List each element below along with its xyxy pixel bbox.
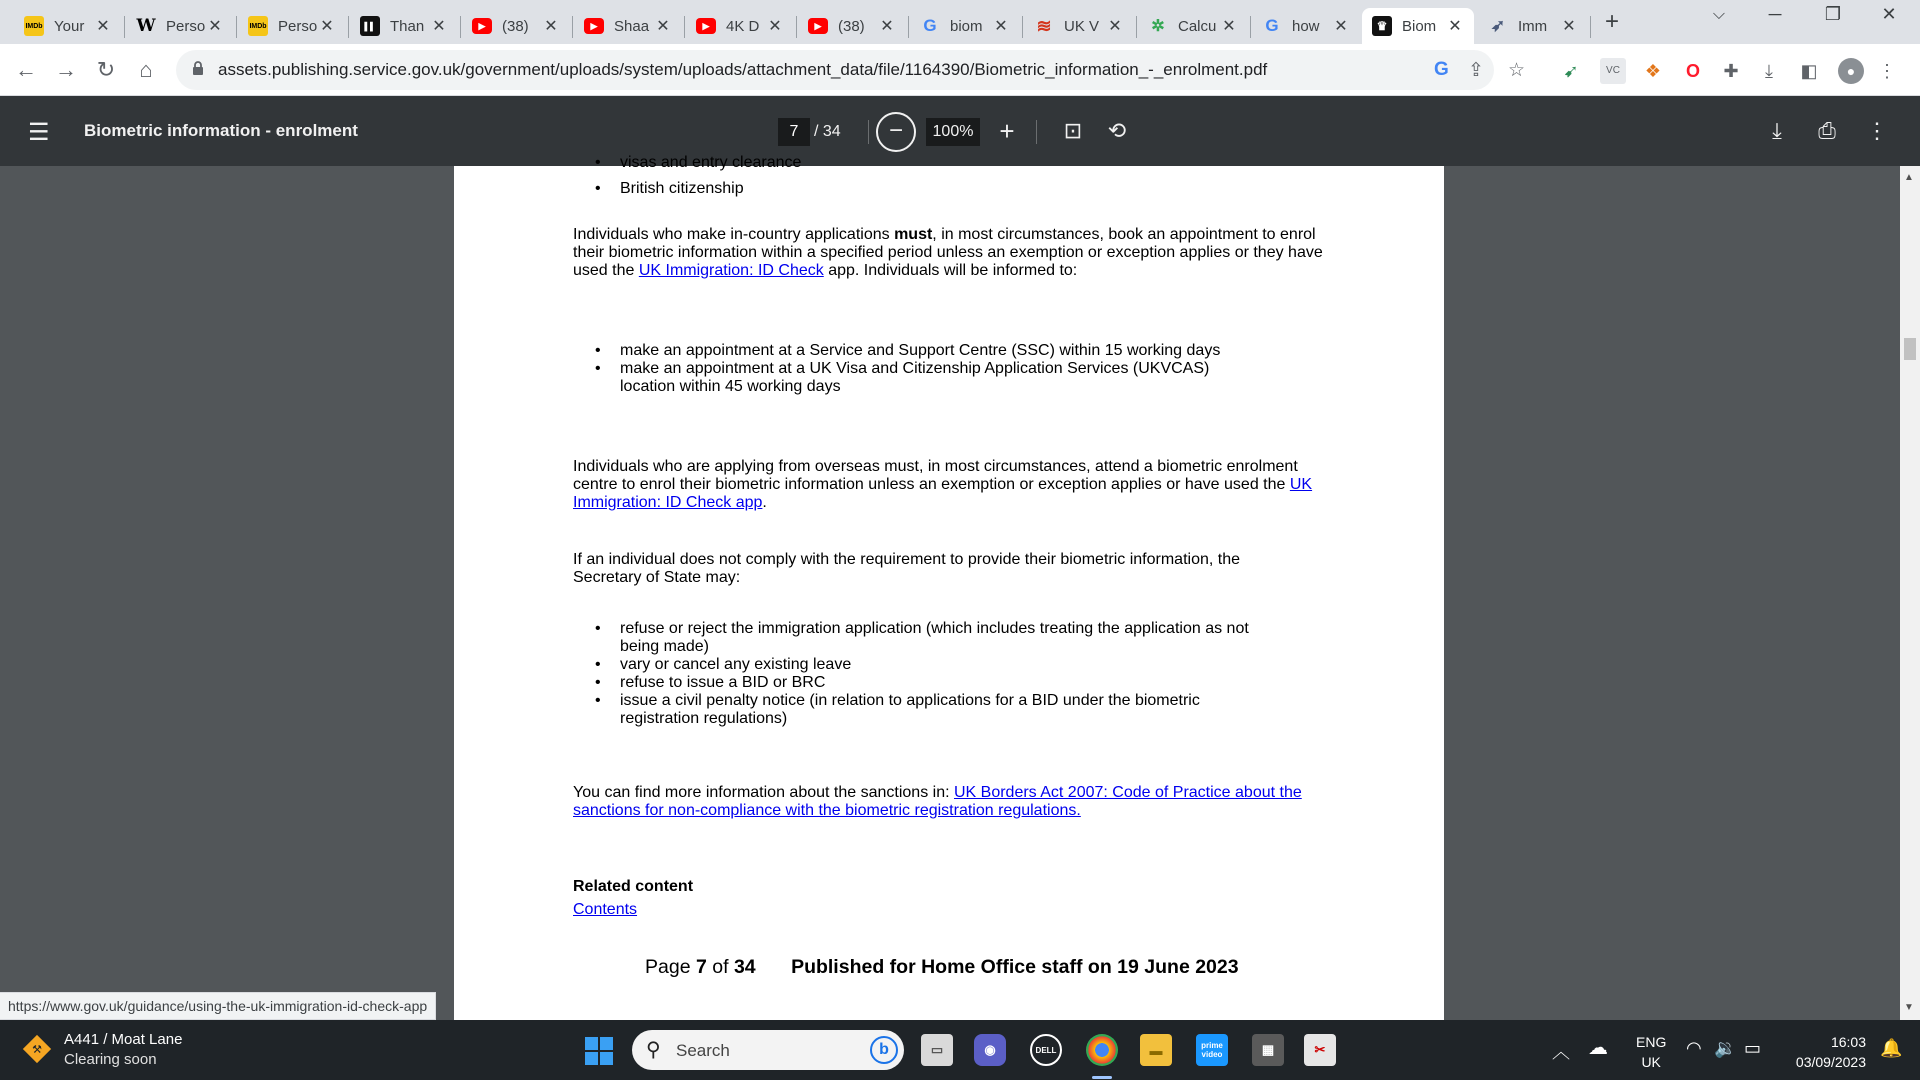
zoom-in-button[interactable]: +: [999, 116, 1015, 146]
windows-logo-tile: [600, 1052, 613, 1065]
close-tab-icon[interactable]: ✕: [1562, 18, 1576, 35]
bookmark-star-icon[interactable]: ☆: [1508, 60, 1526, 81]
status-url-preview: https://www.gov.uk/guidance/using-the-uk-immigration-id-check-app: [0, 992, 436, 1020]
toolbar-divider: [1036, 120, 1037, 144]
start-button[interactable]: [585, 1037, 613, 1065]
language-code: ENG: [1636, 1034, 1667, 1050]
side-panel-icon[interactable]: ◧: [1800, 61, 1818, 81]
new-tab-button[interactable]: +: [1604, 8, 1619, 35]
list-item: • refuse to issue a BID or BRC: [573, 674, 1333, 692]
toolbar-divider: [868, 120, 869, 144]
forward-button[interactable]: →: [55, 57, 77, 82]
close-tab-icon[interactable]: ✕: [880, 18, 894, 35]
volume-icon[interactable]: 🔉: [1714, 1038, 1737, 1058]
show-hidden-icons[interactable]: ︿: [1552, 1042, 1570, 1062]
pdf-page: [454, 154, 1444, 1020]
traffic-warning-icon[interactable]: [22, 1034, 52, 1064]
text-run: .: [762, 494, 767, 511]
tab-strip: [0, 0, 1920, 44]
close-tab-icon[interactable]: ✕: [432, 18, 446, 35]
taskbar: [0, 1020, 1920, 1080]
paragraph-sanctions-info: [573, 784, 1333, 820]
close-tab-icon[interactable]: ✕: [994, 18, 1008, 35]
footer-published: Published for Home Office staff on 19 June 2023: [791, 956, 1239, 978]
text-run: You can find more information about the sanctions in:: [573, 784, 954, 801]
clock-date: 03/09/2023: [1795, 1054, 1866, 1070]
page-total: / 34: [814, 123, 841, 140]
music-icon: ▌▌: [360, 16, 380, 36]
scrollbar-thumb[interactable]: [1904, 338, 1916, 360]
calculator-icon: ✲: [1151, 18, 1165, 35]
id-check-app-link[interactable]: UK Immigration: ID Check app: [573, 476, 1313, 511]
notifications-icon[interactable]: 🔔: [1880, 1038, 1903, 1058]
list-item: • make an appointment at a UK Visa and Citizenship Application Services (UKVCAS) location within 45 working days: [573, 360, 1253, 396]
tab-search-icon[interactable]: ⌵: [1712, 6, 1726, 23]
text-run: Individuals who make in-country applications: [573, 226, 895, 243]
pdf-title: Biometric information - enrolment: [84, 121, 358, 140]
hamburger-menu-icon[interactable]: ☰: [28, 119, 50, 146]
tab-divider: [908, 16, 909, 38]
footer-text: Page: [645, 956, 696, 978]
list-item: • issue a civil penalty notice (in relation to applications for a BID under the biometric registration regulations): [573, 692, 1273, 728]
youtube-icon: ▶: [808, 18, 828, 34]
active-app-indicator: [1092, 1076, 1112, 1079]
tab-calculator[interactable]: [1138, 8, 1248, 44]
tab-divider: [684, 16, 685, 38]
appointment-list: [573, 342, 1333, 396]
contents-link[interactable]: Contents: [573, 901, 638, 918]
close-tab-icon[interactable]: ✕: [208, 18, 222, 35]
snipping-tool-icon[interactable]: ✂: [1304, 1034, 1336, 1066]
tab-divider: [1136, 16, 1137, 38]
home-button[interactable]: ⌂: [139, 57, 153, 82]
tab-ukvi[interactable]: [1024, 8, 1134, 44]
imdb-icon: IMDb: [24, 16, 44, 36]
fit-to-page-icon[interactable]: ⊡: [1063, 118, 1083, 143]
tab-divider: [348, 16, 349, 38]
sanctions-list: [573, 620, 1333, 728]
close-tab-icon[interactable]: ✕: [768, 18, 782, 35]
close-tab-icon[interactable]: ✕: [1448, 18, 1462, 35]
bullet-item: [573, 180, 1333, 198]
share-icon[interactable]: ⇪: [1468, 60, 1484, 81]
youtube-icon: ▶: [584, 18, 604, 34]
browser-toolbar: [0, 44, 1920, 96]
chrome-icon[interactable]: [1086, 1034, 1118, 1066]
opera-extension-icon[interactable]: O: [1685, 61, 1700, 81]
bullet-citizenship: • British citizenship: [573, 180, 1333, 198]
rotate-icon[interactable]: ⟲: [1107, 118, 1127, 143]
clock[interactable]: [1786, 1032, 1866, 1072]
close-tab-icon[interactable]: ✕: [1108, 18, 1122, 35]
lock-icon[interactable]: [192, 61, 204, 75]
paragraph-overseas: [573, 458, 1333, 512]
weather-title[interactable]: A441 / Moat Lane: [64, 1031, 183, 1048]
tab-title: how: [1292, 17, 1320, 35]
code-of-practice-link[interactable]: UK Borders Act 2007: Code of Practice about the sanctions for non-compliance with the biometric registration regulations.: [573, 784, 1302, 819]
bullet-item: [573, 154, 1333, 172]
imdb-icon: IMDb: [248, 16, 268, 36]
metamask-icon[interactable]: ❖: [1644, 61, 1662, 81]
zoom-level-input[interactable]: 100%: [926, 118, 980, 146]
bullet-visas: • visas and entry clearance: [573, 154, 1333, 172]
tab-youtube-1[interactable]: [462, 8, 570, 44]
profile-avatar[interactable]: ●: [1838, 58, 1864, 84]
wifi-icon[interactable]: ◠: [1686, 1038, 1702, 1058]
zoom-out-button[interactable]: −: [876, 112, 916, 152]
file-explorer-icon[interactable]: ▬: [1140, 1034, 1172, 1066]
windows-logo-tile: [600, 1037, 613, 1050]
footer-page-total: 34: [733, 956, 756, 978]
text-run: , in most circumstances, book an appointment to enrol their biometric information within a specified period unless an exemption or exception applies or they have used the: [573, 226, 1323, 279]
tab-than[interactable]: [350, 8, 458, 44]
tab-divider: [572, 16, 573, 38]
bing-icon[interactable]: b: [870, 1036, 898, 1064]
text-run: Individuals who are applying from overseas must, in most circumstances, attend a biometric enrolment centre to enrol their biometric information unless an exemption or exception applies or have used the: [573, 458, 1298, 493]
tab-title: Perso: [278, 17, 318, 35]
youtube-icon: ▶: [472, 18, 492, 34]
text-run: app. Individuals will be informed to:: [823, 262, 1078, 279]
taskbar-search[interactable]: [632, 1030, 904, 1070]
close-tab-icon[interactable]: ✕: [1222, 18, 1236, 35]
tab-youtube-2[interactable]: [574, 8, 682, 44]
windows-logo-tile: [585, 1037, 598, 1050]
close-tab-icon[interactable]: ✕: [1334, 18, 1348, 35]
language-indicator[interactable]: [1636, 1032, 1666, 1072]
paragraph-in-country: [573, 226, 1333, 280]
onedrive-cloud-icon[interactable]: ☁: [1588, 1037, 1608, 1059]
scroll-up-icon[interactable]: ▲: [1904, 172, 1914, 183]
close-tab-icon[interactable]: ✕: [96, 18, 110, 35]
clock-time: 16:03: [1830, 1034, 1866, 1050]
calculator-app-icon[interactable]: ▦: [1252, 1034, 1284, 1066]
google-icon: G: [1265, 16, 1279, 35]
downloads-icon[interactable]: ⤓: [1765, 61, 1773, 81]
extension-bird-icon[interactable]: ➹: [1563, 61, 1579, 81]
windows-logo-tile: [585, 1052, 598, 1065]
svg-text:⚒: ⚒: [32, 1043, 42, 1056]
google-icon: G: [923, 16, 937, 35]
search-placeholder: Search: [676, 1041, 730, 1060]
extensions-puzzle-icon[interactable]: ✚: [1723, 61, 1739, 81]
task-view-icon[interactable]: ▭: [921, 1034, 953, 1066]
tab-wikipedia[interactable]: [126, 8, 234, 44]
teams-chat-icon[interactable]: ◉: [974, 1034, 1006, 1066]
download-icon[interactable]: ⤓: [1772, 118, 1782, 143]
tab-imdb-your[interactable]: [14, 8, 122, 44]
footer-page-number: 7: [695, 956, 707, 978]
google-translate-icon[interactable]: G: [1434, 59, 1449, 80]
pdf-scrollbar[interactable]: [1900, 166, 1920, 1020]
ukvi-icon: ≋: [1036, 15, 1052, 36]
back-button[interactable]: ←: [15, 57, 37, 82]
tab-youtube-3[interactable]: [686, 8, 794, 44]
related-content-item: [573, 901, 1333, 919]
prime-video-icon[interactable]: prime video: [1196, 1034, 1228, 1066]
close-window-button[interactable]: ✕: [1881, 4, 1897, 24]
page-number-input[interactable]: 7: [778, 118, 810, 146]
tab-divider: [1250, 16, 1251, 38]
url-text[interactable]: assets.publishing.service.gov.uk/government/uploads/system/uploads/attachment_data/file/1164390/Biometric_information_-_enrolment.pdf: [218, 60, 1268, 79]
scroll-down-icon[interactable]: ▼: [1904, 1002, 1914, 1013]
keyboard-layout: UK: [1641, 1054, 1661, 1070]
print-icon[interactable]: ⎙: [1818, 118, 1836, 143]
tab-divider: [460, 16, 461, 38]
chrome-menu-icon[interactable]: ⋮: [1878, 61, 1896, 81]
battery-icon[interactable]: ▭: [1744, 1038, 1762, 1058]
footer-text: of: [706, 956, 734, 978]
govuk-icon: ♛: [1372, 16, 1392, 36]
search-icon: ⚲: [646, 1039, 661, 1061]
weather-subtitle[interactable]: Clearing soon: [64, 1051, 157, 1068]
tab-youtube-4[interactable]: [798, 8, 906, 44]
emphasis-must: must: [894, 226, 933, 243]
tab-immigration[interactable]: [1478, 8, 1588, 44]
list-item: • vary or cancel any existing leave: [573, 656, 1333, 674]
minimize-button[interactable]: ─: [1768, 4, 1782, 24]
close-tab-icon[interactable]: ✕: [656, 18, 670, 35]
list-item: • make an appointment at a Service and Support Centre (SSC) within 15 working days: [573, 342, 1333, 360]
tab-title: Perso: [166, 17, 206, 35]
tab-title: Imm: [1518, 17, 1548, 35]
page-footer: [645, 956, 1239, 979]
list-item: • refuse or reject the immigration application (which includes treating the application as not being made): [573, 620, 1273, 656]
tab-title: Biom: [1402, 17, 1437, 35]
youtube-icon: ▶: [696, 18, 716, 34]
tab-divider: [124, 16, 125, 38]
reload-button[interactable]: ↻: [96, 57, 116, 82]
tab-title: Than: [390, 17, 425, 35]
extension-vc-icon[interactable]: VC: [1600, 58, 1626, 84]
dell-icon[interactable]: DELL: [1030, 1034, 1062, 1066]
tab-biometric-active[interactable]: [1362, 8, 1474, 44]
tab-imdb-person[interactable]: [238, 8, 346, 44]
paragraph-non-compliance: If an individual does not comply with the requirement to provide their biometric information, the Secretary of State may:: [573, 551, 1241, 586]
tab-divider: [1590, 16, 1591, 38]
id-check-link[interactable]: UK Immigration: ID Check: [638, 262, 824, 279]
tab-google-biom[interactable]: [910, 8, 1020, 44]
wikipedia-icon: W: [136, 16, 156, 36]
tab-divider: [236, 16, 237, 38]
tab-title: 4K D: [726, 17, 760, 35]
tab-title: Shaa: [614, 17, 650, 35]
immigration-icon: ➶: [1490, 16, 1506, 35]
tab-title: Your: [54, 17, 85, 35]
close-tab-icon[interactable]: ✕: [320, 18, 334, 35]
tab-google-how[interactable]: [1252, 8, 1360, 44]
more-actions-icon[interactable]: ⋮: [1866, 118, 1888, 143]
tab-title: Calcu: [1178, 17, 1217, 35]
close-tab-icon[interactable]: ✕: [544, 18, 558, 35]
tab-title: (38): [838, 17, 865, 35]
tab-title: (38): [502, 17, 529, 35]
address-bar[interactable]: [176, 50, 1526, 90]
tab-title: UK V: [1064, 17, 1100, 35]
tab-divider: [796, 16, 797, 38]
tab-divider: [1022, 16, 1023, 38]
tab-title: biom: [950, 17, 983, 35]
restore-button[interactable]: ❐: [1824, 4, 1842, 24]
related-content-heading: Related content: [573, 878, 694, 895]
